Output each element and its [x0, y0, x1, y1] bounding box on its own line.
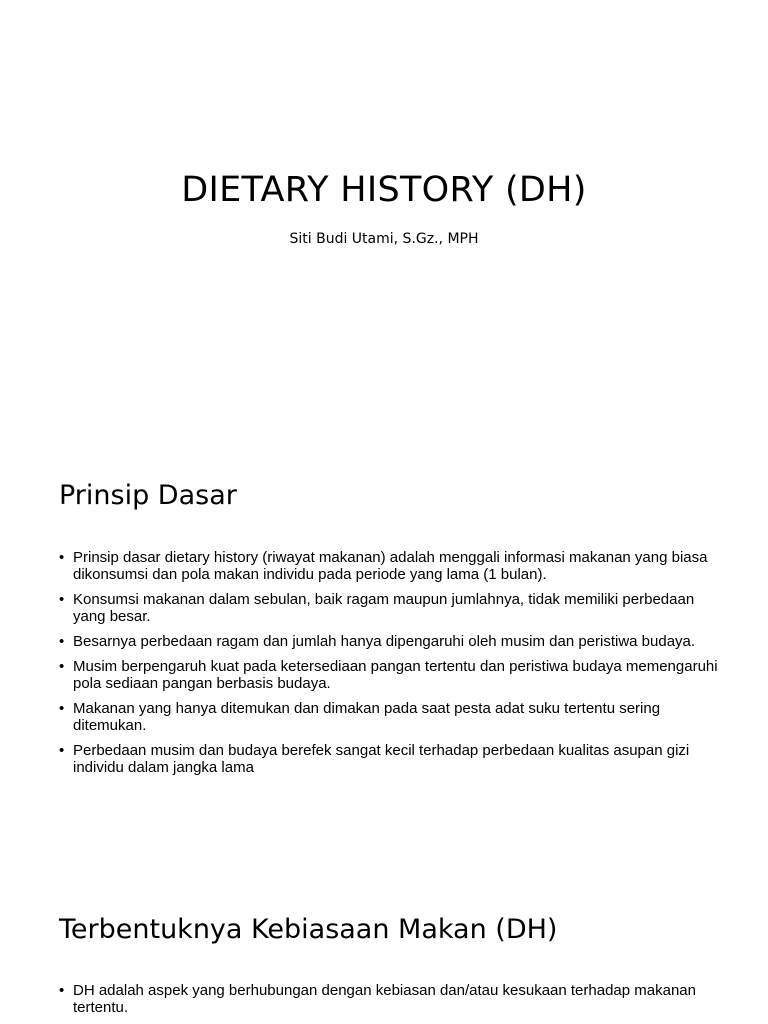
bullet-icon: • [59, 549, 65, 566]
document-title: DIETARY HISTORY (DH) [181, 170, 587, 210]
title-slide [0, 0, 768, 430]
bullet-icon: • [59, 700, 65, 717]
bullet-text: Besarnya perbedaan ragam dan jumlah hanya dipengaruhi oleh musim dan peristiwa budaya. [73, 633, 696, 650]
bullet-item [59, 742, 719, 776]
bullet-list [59, 982, 719, 1024]
slide-prinsip-dasar [0, 452, 768, 852]
bullet-item [59, 982, 719, 1016]
bullet-icon: • [59, 591, 65, 608]
bullet-item [59, 700, 719, 734]
bullet-text: Musim berpengaruh kuat pada ketersediaan pangan tertentu dan peristiwa budaya memengaruhi pola sediaan pangan berbasis budaya. [73, 658, 718, 692]
bullet-icon: • [59, 658, 65, 675]
bullet-item [59, 633, 719, 650]
bullet-icon: • [59, 633, 65, 650]
bullet-list [59, 549, 719, 784]
slide-kebiasaan-makan [0, 876, 768, 1024]
slide-heading: Terbentuknya Kebiasaan Makan (DH) [59, 914, 558, 945]
bullet-item [59, 658, 719, 692]
bullet-item [59, 591, 719, 625]
bullet-text: Perbedaan musim dan budaya berefek sangat kecil terhadap perbedaan kualitas asupan gizi individu dalam jangka lama [73, 742, 690, 776]
bullet-text: Prinsip dasar dietary history (riwayat makanan) adalah menggali informasi makanan yang biasa dikonsumsi dan pola makan individu pada periode yang lama (1 bulan). [73, 549, 708, 583]
bullet-icon: • [59, 742, 65, 759]
bullet-item [59, 549, 719, 583]
bullet-text: Makanan yang hanya ditemukan dan dimakan pada saat pesta adat suku tertentu sering ditemukan. [73, 700, 661, 734]
slide-heading: Prinsip Dasar [59, 480, 237, 511]
author-subtitle: Siti Budi Utami, S.Gz., MPH [289, 231, 479, 247]
bullet-text: Konsumsi makanan dalam sebulan, baik ragam maupun jumlahnya, tidak memiliki perbedaan yang besar. [73, 591, 695, 625]
bullet-text: DH adalah aspek yang berhubungan dengan kebiasan dan/atau kesukaan terhadap makanan tertentu. [73, 982, 696, 1016]
bullet-icon: • [59, 982, 65, 999]
